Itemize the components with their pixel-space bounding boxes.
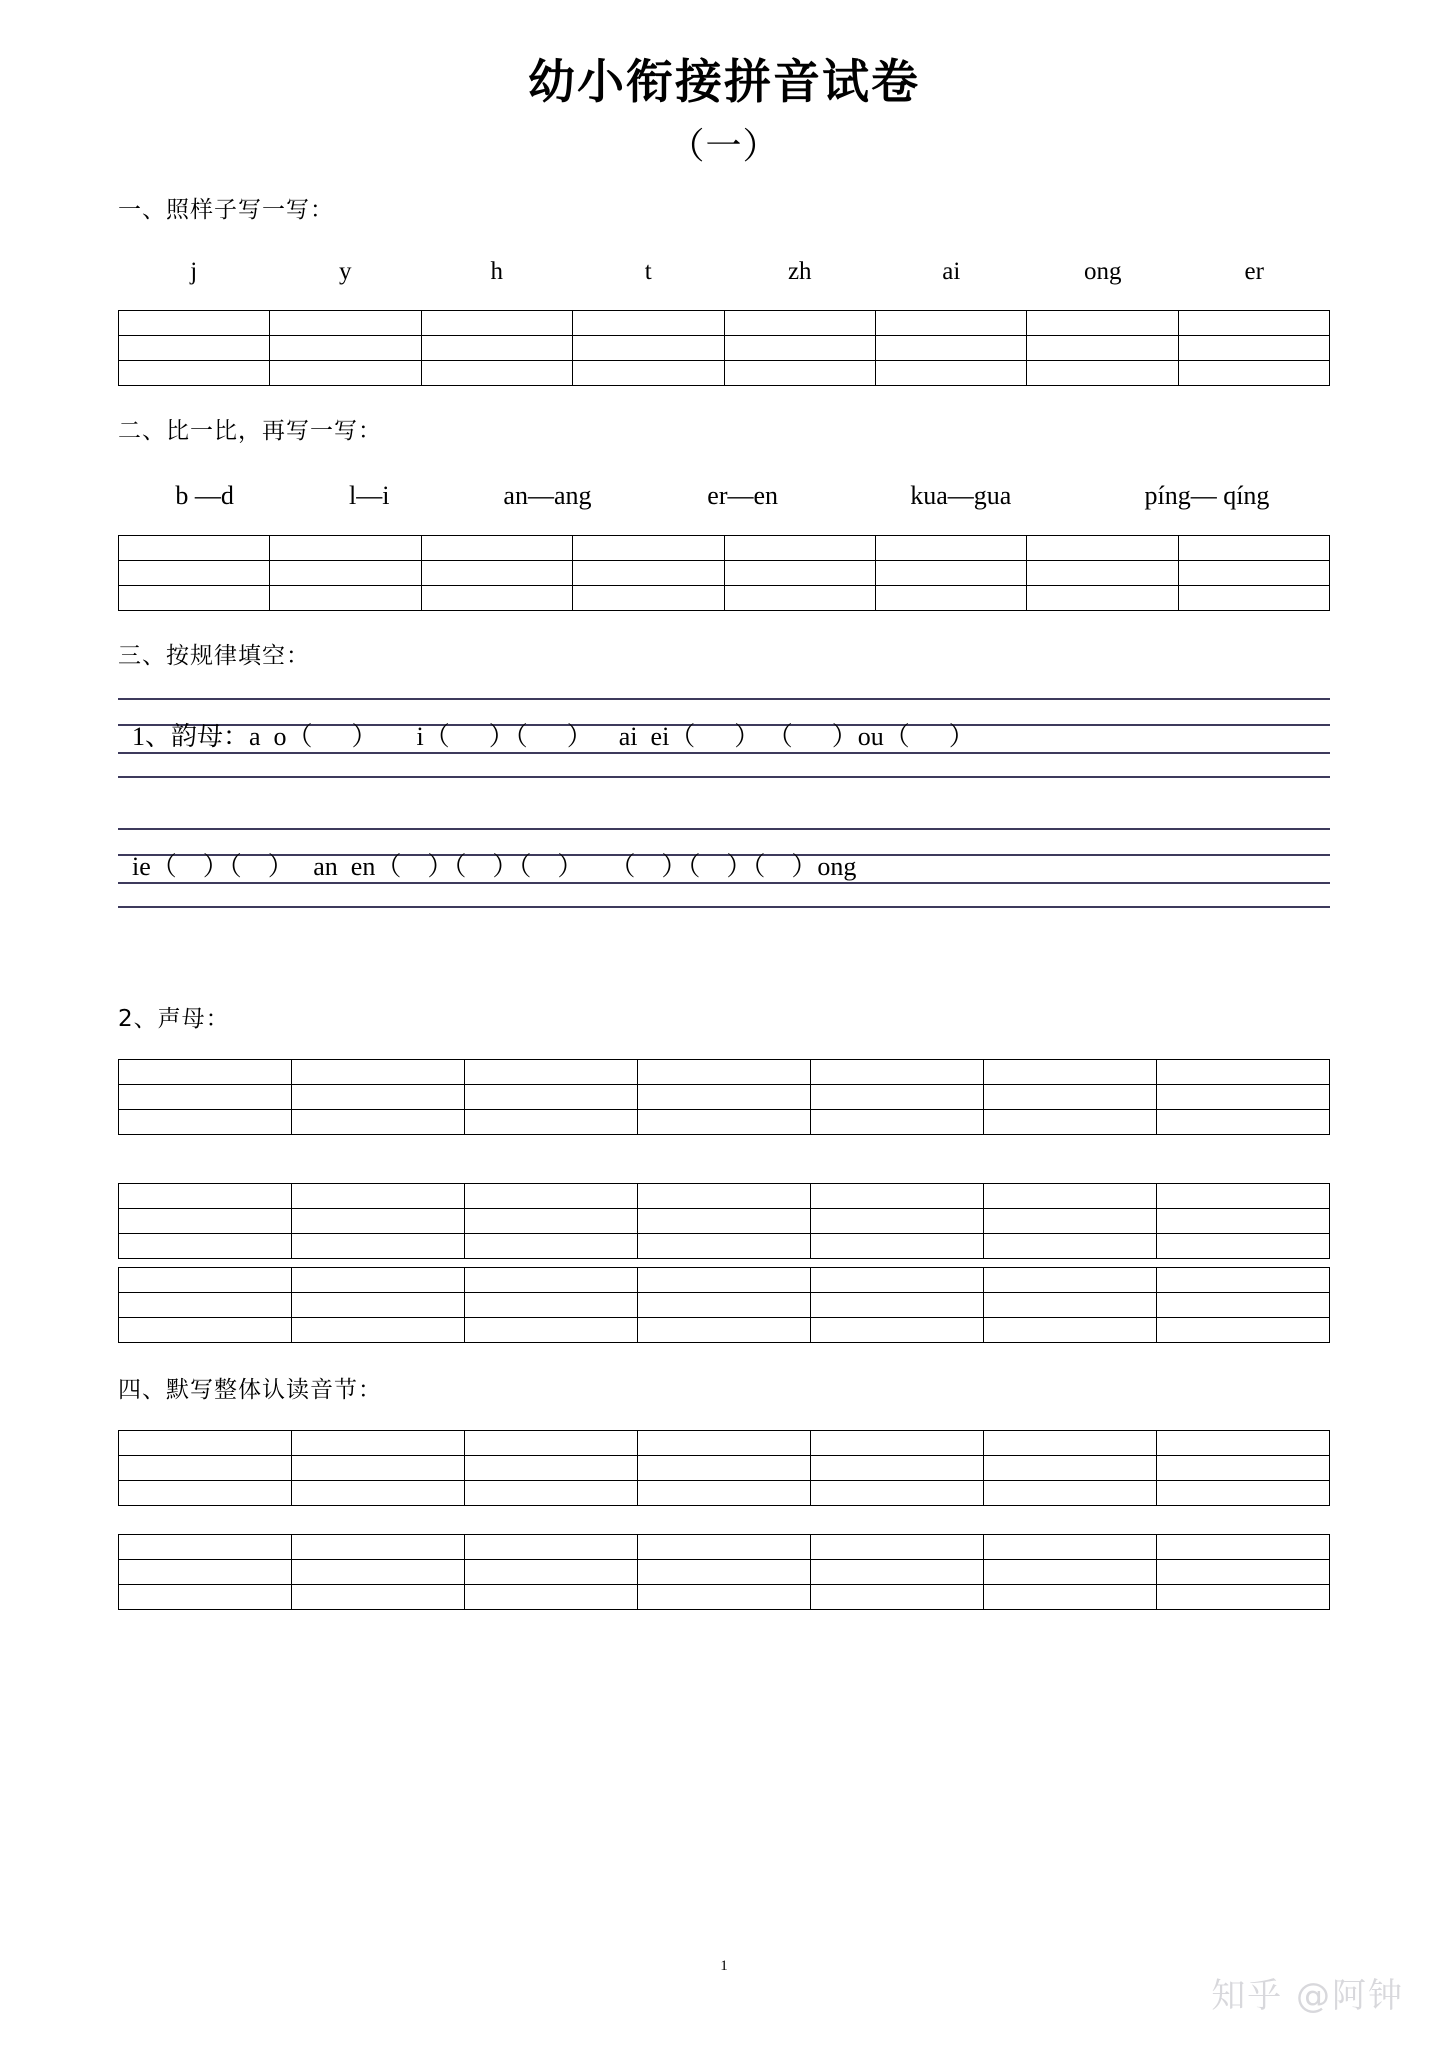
grid-cell[interactable] <box>270 561 421 586</box>
grid-cell[interactable] <box>875 561 1026 586</box>
section-one-writing-grid[interactable] <box>118 310 1330 386</box>
grid-cell[interactable] <box>292 1268 465 1293</box>
grid-cell[interactable] <box>573 361 724 386</box>
grid-cell[interactable] <box>292 1431 465 1456</box>
grid-cell[interactable] <box>573 311 724 336</box>
grid-cell[interactable] <box>1178 361 1329 386</box>
pinyin-stave-line-1[interactable] <box>118 696 1330 778</box>
grid-cell[interactable] <box>984 1535 1157 1560</box>
table-row <box>119 1585 1330 1610</box>
pinyin-pair: an—ang <box>503 481 592 511</box>
page-title: 幼小衔接拼音试卷 <box>528 55 920 110</box>
grid-cell[interactable] <box>984 1060 1157 1085</box>
stave-line <box>118 698 1330 700</box>
table-row <box>119 1456 1330 1481</box>
grid-cell[interactable] <box>811 1209 984 1234</box>
grid-cell[interactable] <box>119 1481 292 1506</box>
grid-cell[interactable] <box>465 1060 638 1085</box>
grid-cell[interactable] <box>1157 1318 1330 1343</box>
grid-cell[interactable] <box>1157 1234 1330 1259</box>
letter-sample: t <box>644 258 652 286</box>
table-row <box>119 1234 1330 1259</box>
grid-cell[interactable] <box>724 561 875 586</box>
grid-cell[interactable] <box>1178 536 1329 561</box>
letter-sample: h <box>490 258 503 286</box>
grid-cell[interactable] <box>984 1293 1157 1318</box>
grid-cell[interactable] <box>1027 311 1178 336</box>
grid-cell[interactable] <box>270 336 421 361</box>
grid-cell[interactable] <box>984 1184 1157 1209</box>
grid-cell[interactable] <box>270 311 421 336</box>
grid-cell[interactable] <box>119 1431 292 1456</box>
grid-cell[interactable] <box>1157 1268 1330 1293</box>
pinyin-pair: b —d <box>175 481 234 511</box>
grid-cell[interactable] <box>984 1268 1157 1293</box>
grid-cell[interactable] <box>984 1481 1157 1506</box>
grid-cell[interactable] <box>811 1110 984 1135</box>
pinyin-pair: er—en <box>707 481 779 511</box>
table-row <box>119 1318 1330 1343</box>
page-subtitle: （一） <box>668 126 780 168</box>
grid-cell[interactable] <box>465 1585 638 1610</box>
grid-cell[interactable] <box>638 1268 811 1293</box>
grid-cell[interactable] <box>119 1293 292 1318</box>
grid-cell[interactable] <box>1027 336 1178 361</box>
grid-cell[interactable] <box>1157 1456 1330 1481</box>
grid-cell[interactable] <box>421 561 572 586</box>
grid-cell[interactable] <box>811 1234 984 1259</box>
grid-cell[interactable] <box>270 361 421 386</box>
shengmu-grid-3[interactable] <box>118 1267 1330 1343</box>
grid-cell[interactable] <box>119 336 270 361</box>
table-row <box>119 1209 1330 1234</box>
grid-cell[interactable] <box>811 1535 984 1560</box>
shengmu-heading: 2、声母： <box>118 1006 230 1033</box>
table-row <box>119 1560 1330 1585</box>
grid-cell[interactable] <box>1178 586 1329 611</box>
table-row <box>119 1431 1330 1456</box>
grid-cell[interactable] <box>638 1535 811 1560</box>
grid-cell[interactable] <box>1157 1209 1330 1234</box>
table-row <box>119 561 1330 586</box>
shengmu-grid-2[interactable] <box>118 1183 1330 1259</box>
grid-cell[interactable] <box>875 536 1026 561</box>
grid-cell[interactable] <box>465 1085 638 1110</box>
grid-cell[interactable] <box>270 586 421 611</box>
grid-cell[interactable] <box>984 1560 1157 1585</box>
grid-cell[interactable] <box>292 1318 465 1343</box>
table-row <box>119 361 1330 386</box>
grid-cell[interactable] <box>811 1268 984 1293</box>
grid-cell[interactable] <box>811 1456 984 1481</box>
grid-cell[interactable] <box>638 1110 811 1135</box>
grid-cell[interactable] <box>984 1585 1157 1610</box>
grid-cell[interactable] <box>1157 1293 1330 1318</box>
section-one-heading: 一、照样子写一写： <box>118 197 334 224</box>
grid-cell[interactable] <box>811 1085 984 1110</box>
letter-sample: er <box>1244 258 1264 286</box>
grid-cell[interactable] <box>292 1560 465 1585</box>
grid-cell[interactable] <box>421 336 572 361</box>
grid-cell[interactable] <box>638 1234 811 1259</box>
table-row <box>119 536 1330 561</box>
grid-cell[interactable] <box>724 336 875 361</box>
section-two-pairs <box>118 481 1330 511</box>
grid-cell[interactable] <box>465 1184 638 1209</box>
content-area <box>0 191 1448 1610</box>
section-one-letters <box>118 258 1330 286</box>
table-row <box>119 586 1330 611</box>
grid-cell[interactable] <box>292 1535 465 1560</box>
grid-cell[interactable] <box>724 586 875 611</box>
grid-cell[interactable] <box>292 1293 465 1318</box>
grid-cell[interactable] <box>984 1456 1157 1481</box>
grid-cell[interactable] <box>984 1318 1157 1343</box>
grid-cell[interactable] <box>811 1560 984 1585</box>
stave-line <box>118 906 1330 908</box>
grid-cell[interactable] <box>875 586 1026 611</box>
grid-cell[interactable] <box>573 561 724 586</box>
grid-cell[interactable] <box>811 1318 984 1343</box>
grid-cell[interactable] <box>1157 1560 1330 1585</box>
grid-cell[interactable] <box>119 1085 292 1110</box>
zhengti-grid-2[interactable] <box>118 1534 1330 1610</box>
grid-cell[interactable] <box>465 1293 638 1318</box>
grid-cell[interactable] <box>119 1234 292 1259</box>
grid-cell[interactable] <box>724 361 875 386</box>
grid-cell[interactable] <box>465 1481 638 1506</box>
grid-cell[interactable] <box>638 1184 811 1209</box>
grid-cell[interactable] <box>638 1560 811 1585</box>
grid-cell[interactable] <box>811 1060 984 1085</box>
grid-cell[interactable] <box>465 1535 638 1560</box>
grid-cell[interactable] <box>270 536 421 561</box>
grid-cell[interactable] <box>1157 1184 1330 1209</box>
yunmu-line-2-text: ie（ ）（ ） an en（ ）（ ）（ ） （ ）（ ）（ ）ong <box>132 852 857 882</box>
grid-cell[interactable] <box>1157 1060 1330 1085</box>
table-row <box>119 311 1330 336</box>
grid-cell[interactable] <box>119 361 270 386</box>
table-row <box>119 1085 1330 1110</box>
grid-cell[interactable] <box>292 1184 465 1209</box>
grid-cell[interactable] <box>1027 536 1178 561</box>
grid-cell[interactable] <box>1027 586 1178 611</box>
table-row <box>119 1481 1330 1506</box>
grid-cell[interactable] <box>1178 311 1329 336</box>
grid-cell[interactable] <box>875 336 1026 361</box>
grid-cell[interactable] <box>573 536 724 561</box>
grid-cell[interactable] <box>984 1234 1157 1259</box>
watermark: 知乎 @阿钟 <box>1211 1976 1404 2016</box>
section-two-heading: 二、比一比，再写一写： <box>118 418 382 445</box>
grid-cell[interactable] <box>638 1293 811 1318</box>
table-row <box>119 1268 1330 1293</box>
grid-cell[interactable] <box>119 1209 292 1234</box>
grid-cell[interactable] <box>119 1110 292 1135</box>
grid-cell[interactable] <box>119 586 270 611</box>
grid-cell[interactable] <box>1178 561 1329 586</box>
table-row <box>119 1535 1330 1560</box>
grid-cell[interactable] <box>638 1431 811 1456</box>
grid-cell[interactable] <box>119 1560 292 1585</box>
grid-cell[interactable] <box>811 1431 984 1456</box>
table-row <box>119 1184 1330 1209</box>
pinyin-pair: l—i <box>349 481 390 511</box>
yunmu-line-1-text: 1、韵母：a o（ ） i（ ）（ ） ai ei（ ） （ ）ou（ ） <box>132 722 975 752</box>
grid-cell[interactable] <box>119 536 270 561</box>
grid-cell[interactable] <box>984 1110 1157 1135</box>
grid-cell[interactable] <box>465 1431 638 1456</box>
page-number: 1 <box>720 1958 728 1974</box>
table-row <box>119 1060 1330 1085</box>
grid-cell[interactable] <box>1157 1535 1330 1560</box>
letter-sample: j <box>190 258 198 286</box>
grid-cell[interactable] <box>465 1110 638 1135</box>
shengmu-grid-1[interactable] <box>118 1059 1330 1135</box>
grid-cell[interactable] <box>465 1234 638 1259</box>
grid-cell[interactable] <box>292 1234 465 1259</box>
grid-cell[interactable] <box>638 1456 811 1481</box>
grid-cell[interactable] <box>638 1481 811 1506</box>
section-two-writing-grid[interactable] <box>118 535 1330 611</box>
grid-cell[interactable] <box>421 586 572 611</box>
grid-cell[interactable] <box>421 361 572 386</box>
grid-cell[interactable] <box>465 1456 638 1481</box>
grid-cell[interactable] <box>119 1456 292 1481</box>
letter-sample: y <box>339 258 352 286</box>
grid-cell[interactable] <box>1157 1585 1330 1610</box>
stave-line <box>118 776 1330 778</box>
grid-cell[interactable] <box>421 311 572 336</box>
grid-cell[interactable] <box>119 1535 292 1560</box>
grid-cell[interactable] <box>465 1318 638 1343</box>
grid-cell[interactable] <box>811 1293 984 1318</box>
grid-cell[interactable] <box>1027 361 1178 386</box>
grid-cell[interactable] <box>119 1060 292 1085</box>
grid-cell[interactable] <box>638 1209 811 1234</box>
grid-cell[interactable] <box>119 1268 292 1293</box>
stave-line <box>118 828 1330 830</box>
grid-cell[interactable] <box>119 1585 292 1610</box>
grid-cell[interactable] <box>292 1481 465 1506</box>
grid-cell[interactable] <box>724 536 875 561</box>
letter-sample: ai <box>942 258 961 286</box>
pinyin-pair: píng— qíng <box>1144 481 1270 511</box>
grid-cell[interactable] <box>984 1431 1157 1456</box>
grid-cell[interactable] <box>1178 336 1329 361</box>
letter-sample: zh <box>787 258 812 286</box>
table-row <box>119 336 1330 361</box>
grid-cell[interactable] <box>811 1585 984 1610</box>
grid-cell[interactable] <box>573 336 724 361</box>
grid-cell[interactable] <box>292 1110 465 1135</box>
grid-cell[interactable] <box>984 1085 1157 1110</box>
grid-cell[interactable] <box>1157 1085 1330 1110</box>
grid-cell[interactable] <box>984 1209 1157 1234</box>
zhengti-grid-1[interactable] <box>118 1430 1330 1506</box>
grid-cell[interactable] <box>638 1318 811 1343</box>
pinyin-stave-line-2[interactable] <box>118 826 1330 908</box>
grid-cell[interactable] <box>119 311 270 336</box>
grid-cell[interactable] <box>292 1456 465 1481</box>
grid-cell[interactable] <box>119 561 270 586</box>
grid-cell[interactable] <box>811 1481 984 1506</box>
grid-cell[interactable] <box>1027 561 1178 586</box>
grid-cell[interactable] <box>875 311 1026 336</box>
grid-cell[interactable] <box>119 1318 292 1343</box>
letter-sample: ong <box>1084 258 1122 286</box>
section-four-heading: 四、默写整体认读音节： <box>118 1377 382 1404</box>
grid-cell[interactable] <box>292 1209 465 1234</box>
grid-cell[interactable] <box>724 311 875 336</box>
table-row <box>119 1293 1330 1318</box>
grid-cell[interactable] <box>119 1184 292 1209</box>
grid-cell[interactable] <box>292 1085 465 1110</box>
section-three-heading: 三、按规律填空： <box>118 643 310 670</box>
grid-cell[interactable] <box>638 1585 811 1610</box>
grid-cell[interactable] <box>421 536 572 561</box>
grid-cell[interactable] <box>875 361 1026 386</box>
grid-cell[interactable] <box>292 1585 465 1610</box>
grid-cell[interactable] <box>465 1268 638 1293</box>
grid-cell[interactable] <box>638 1060 811 1085</box>
grid-cell[interactable] <box>811 1184 984 1209</box>
grid-cell[interactable] <box>292 1060 465 1085</box>
table-row <box>119 1110 1330 1135</box>
grid-cell[interactable] <box>1157 1481 1330 1506</box>
grid-cell[interactable] <box>1157 1110 1330 1135</box>
grid-cell[interactable] <box>465 1209 638 1234</box>
grid-cell[interactable] <box>465 1560 638 1585</box>
grid-cell[interactable] <box>573 586 724 611</box>
pinyin-pair: kua—gua <box>910 481 1012 511</box>
grid-cell[interactable] <box>1157 1431 1330 1456</box>
grid-cell[interactable] <box>638 1085 811 1110</box>
